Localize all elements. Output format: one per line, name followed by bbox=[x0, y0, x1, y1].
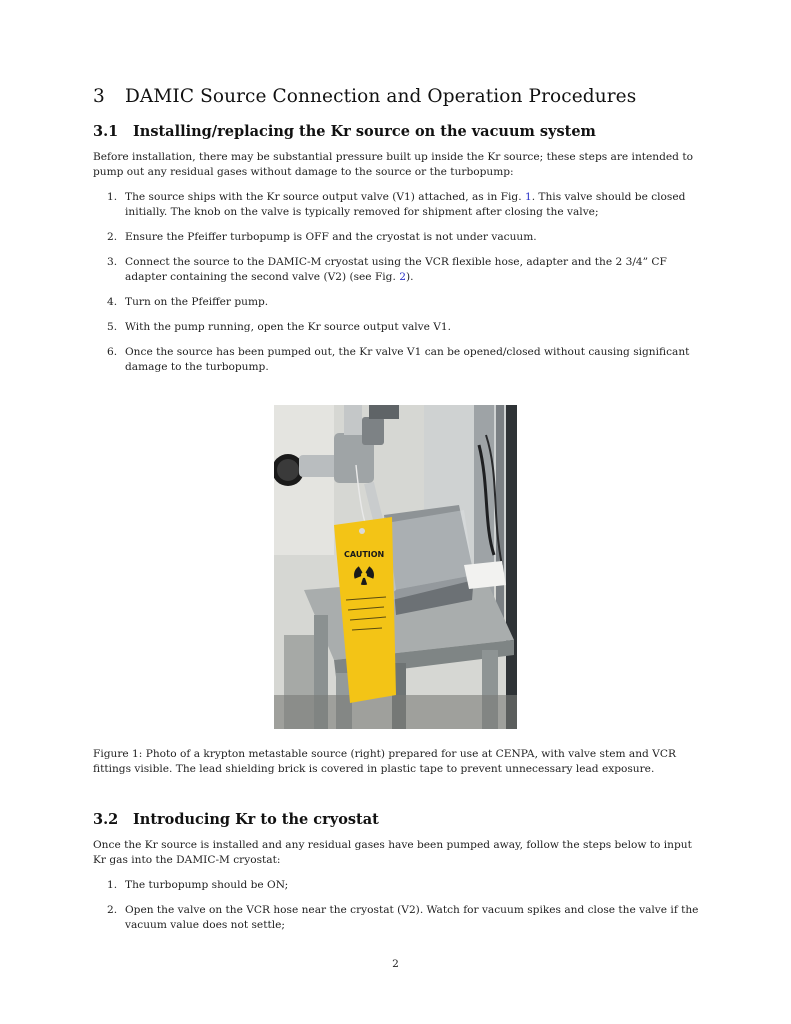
subsection-title: Installing/replacing the Kr source on the vacuum system bbox=[133, 123, 596, 140]
subsection-heading-3-2 bbox=[93, 811, 379, 828]
list-index: 6. bbox=[107, 346, 118, 358]
subsection-number: 3.1 bbox=[93, 123, 119, 140]
list-index: 2. bbox=[107, 231, 118, 243]
step-text: Ensure the Pfeiffer turbopump is OFF and the cryostat is not under vacuum. bbox=[125, 231, 537, 243]
figure-ref-link[interactable]: 2 bbox=[399, 271, 406, 283]
list-item bbox=[93, 903, 701, 933]
list-index: 4. bbox=[107, 296, 118, 308]
list-item bbox=[93, 345, 701, 375]
step-text: . This valve should be closed initially. The knob on the valve is typically removed for shipment after closing the valve; bbox=[125, 191, 686, 218]
figure-1-photo bbox=[274, 405, 517, 729]
page-number: 2 bbox=[392, 958, 399, 970]
step-text: Connect the source to the DAMIC-M cryostat using the VCR flexible hose, adapter and the 2 3/4” CF adapter containing the second valve (V2) (see Fig. bbox=[125, 256, 667, 283]
figure-1-caption: Figure 1: Photo of a krypton metastable source (right) prepared for use at CENPA, with valve stem and VCR fittings visible. The lead shielding brick is covered in plastic tape to prevent unnecessary lead exposure. bbox=[93, 748, 676, 775]
step-text: Open the valve on the VCR hose near the cryostat (V2). Watch for vacuum spikes and close the valve if the vacuum value does not settle; bbox=[125, 904, 699, 931]
step-text: Once the source has been pumped out, the Kr valve V1 can be opened/closed without causing significant damage to the turbopump. bbox=[125, 346, 690, 373]
list-index: 5. bbox=[107, 321, 118, 333]
list-item bbox=[93, 878, 701, 893]
list-item bbox=[93, 295, 701, 310]
step-text: With the pump running, open the Kr source output valve V1. bbox=[125, 321, 452, 333]
step-text: ). bbox=[405, 271, 414, 283]
caution-tag-text: CAUTION bbox=[344, 550, 385, 559]
list-index: 1. bbox=[107, 191, 118, 203]
list-index: 2. bbox=[107, 904, 118, 916]
list-item bbox=[93, 255, 701, 285]
subsection-title: Introducing Kr to the cryostat bbox=[133, 811, 379, 828]
section-title: DAMIC Source Connection and Operation Procedures bbox=[125, 86, 637, 107]
step-text: Turn on the Pfeiffer pump. bbox=[125, 296, 269, 308]
list-item bbox=[93, 190, 701, 220]
subsection-number: 3.2 bbox=[93, 811, 119, 828]
section-heading bbox=[93, 86, 636, 107]
list-index: 1. bbox=[107, 879, 118, 891]
list-item bbox=[93, 230, 701, 245]
subsection-heading-3-1 bbox=[93, 123, 596, 140]
figure-ref-link[interactable]: 1 bbox=[524, 191, 532, 203]
list-index: 3. bbox=[107, 256, 118, 268]
section-number: 3 bbox=[93, 86, 105, 107]
introduce-steps-list bbox=[93, 878, 701, 933]
intro-paragraph-3-2: Once the Kr source is installed and any residual gases have been pumped away, follow the steps below to input Kr gas into the DAMIC-M cryostat: bbox=[93, 839, 692, 866]
intro-paragraph-3-1: Before installation, there may be substantial pressure built up inside the Kr source; these steps are intended to pump out any residual gases without damage to the source or the turbopump: bbox=[93, 151, 693, 178]
list-item bbox=[93, 320, 701, 335]
step-text: The turbopump should be ON; bbox=[125, 879, 289, 891]
source-photo-illustration bbox=[274, 405, 517, 729]
install-steps-list bbox=[93, 190, 701, 375]
step-text: The source ships with the Kr source output valve (V1) attached, as in Fig. bbox=[125, 191, 525, 203]
